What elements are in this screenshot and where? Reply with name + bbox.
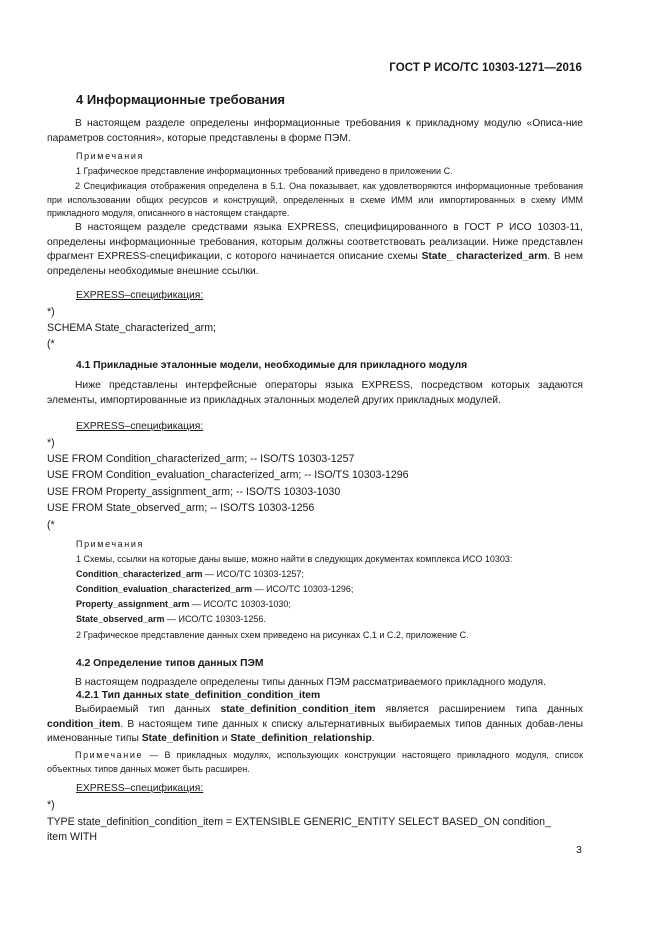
- express-spec-label: EXPRESS–спецификация:: [76, 421, 204, 432]
- text-run: . В настоящем типе данных к списку альтернативных выбираемых типов данных добав-лены именованные типы: [47, 718, 583, 745]
- standard-header: ГОСТ Р ИСО/ТС 10303-1271—2016: [389, 62, 582, 74]
- notes-title: Примечания: [76, 539, 144, 549]
- text-run: .: [371, 733, 375, 745]
- section-4-2-1-text: [47, 703, 583, 747]
- para-2-text-b: . В нем определены необходимые внешние ссылки.: [47, 251, 583, 278]
- code-open: *): [47, 306, 55, 318]
- type-name: state_definition_condition_item: [220, 704, 376, 715]
- schema-ref: [76, 568, 582, 582]
- schema-ref: [76, 598, 582, 612]
- ref-doc: — ИСО/ТС 10303-1296;: [252, 584, 354, 594]
- note-2: 2 Графическое представление данных схем приведено на рисунках С.1 и С.2, приложение С.: [76, 630, 469, 640]
- type-name: State_definition: [141, 733, 219, 745]
- section-4-2-note: [47, 749, 583, 776]
- section-4-2-text: В настоящем подразделе определены типы данных ПЭМ рассматриваемого прикладного модуля.: [75, 677, 546, 688]
- schema-ref: [76, 613, 582, 627]
- use-line: USE FROM State_observed_arm; -- ISO/TS 10303-1256: [47, 502, 315, 514]
- schema-ref: [76, 583, 582, 597]
- section-4-2-1-title: 4.2.1 Тип данных state_definition_condition_item: [76, 690, 321, 701]
- ref-name: State_observed_arm: [76, 614, 165, 624]
- ref-name: Condition_evaluation_characterized_arm: [76, 584, 253, 594]
- type-name: condition_item: [47, 718, 121, 730]
- section-4-1-title: 4.1 Прикладные эталонные модели, необходимые для прикладного модуля: [76, 360, 468, 371]
- type-name: State_definition_relationship: [230, 733, 372, 745]
- page-number: 3: [576, 844, 582, 856]
- code-close: (*: [47, 338, 55, 350]
- note-2: 2 Спецификация отображения определена в 5.1. Она показывает, как удовлетворяются информационные требования при использовании общих ресурсов и конструкций, определенных в схеме ИММ или импортированных в схему ИММ прикладного модуля, описанного в настоящем стандарте.: [47, 181, 583, 219]
- ref-name: Condition_characterized_arm: [76, 569, 203, 579]
- section-4-para-2: [47, 221, 583, 280]
- text-run: Выбираемый тип данных: [75, 704, 221, 715]
- ref-doc: — ИСО/ТС 10303-1030;: [189, 599, 291, 609]
- use-line: USE FROM Property_assignment_arm; -- ISO/TS 10303-1030: [47, 486, 341, 498]
- express-spec-label: EXPRESS–спецификация:: [76, 783, 204, 794]
- code-open: *): [47, 799, 55, 811]
- text-run: является расширением типа данных: [375, 704, 583, 715]
- express-spec-label: EXPRESS–спецификация:: [76, 290, 204, 301]
- type-line-2: item WITH: [47, 831, 98, 843]
- schema-line: SCHEMA State_characterized_arm;: [47, 322, 216, 334]
- type-line-1: TYPE state_definition_condition_item = EXTENSIBLE GENERIC_ENTITY SELECT BASED_ON condition_: [47, 816, 551, 828]
- ref-doc: — ИСО/ТС 10303-1256.: [164, 614, 266, 624]
- note-label: Примечание: [75, 750, 144, 760]
- use-line: USE FROM Condition_characterized_arm; -- ISO/TS 10303-1257: [47, 453, 355, 465]
- text-run: и: [218, 733, 231, 745]
- ref-doc: — ИСО/ТС 10303-1257;: [202, 569, 304, 579]
- note-1: 1 Графическое представление информационных требований приведено в приложении С.: [76, 166, 453, 176]
- code-open: *): [47, 437, 55, 449]
- section-4-title: 4 Информационные требования: [76, 92, 286, 107]
- code-close: (*: [47, 519, 55, 531]
- ref-name: Property_assignment_arm: [76, 599, 190, 609]
- section-4-intro: В настоящем разделе определены информационные требования к прикладному модулю «Описа-ние параметров состояния», которые представлены в форме ПЭМ.: [47, 118, 583, 144]
- notes-title: Примечания: [76, 151, 144, 161]
- note-text: — В прикладных модулях, использующих конструкции настоящего прикладного модуля, список объектных типов данных может быть расширен.: [47, 750, 583, 774]
- section-4-1-text: Ниже представлены интерфейсные операторы языка EXPRESS, посредством которых задаются элементы, импортированные из прикладных эталонных моделей других прикладных модулей.: [47, 380, 583, 406]
- note-1: 1 Схемы, ссылки на которые даны выше, можно найти в следующих документах комплекса ИСО 10303:: [76, 554, 513, 564]
- section-4-2-title: 4.2 Определение типов данных ПЭМ: [76, 658, 264, 669]
- para-2-text-a: В настоящем разделе средствами языка EXPRESS, специфицированного в ГОСТ Р ИСО 10303-11, определены информационные требования, которым должны соответствовать реализации. Ниже представлен фрагмент EXPRESS-спецификации, с которого начинается описание схемы: [47, 222, 583, 263]
- schema-name: State_ characterized_arm: [421, 251, 548, 263]
- use-line: USE FROM Condition_evaluation_characterized_arm; -- ISO/TS 10303-1296: [47, 469, 409, 481]
